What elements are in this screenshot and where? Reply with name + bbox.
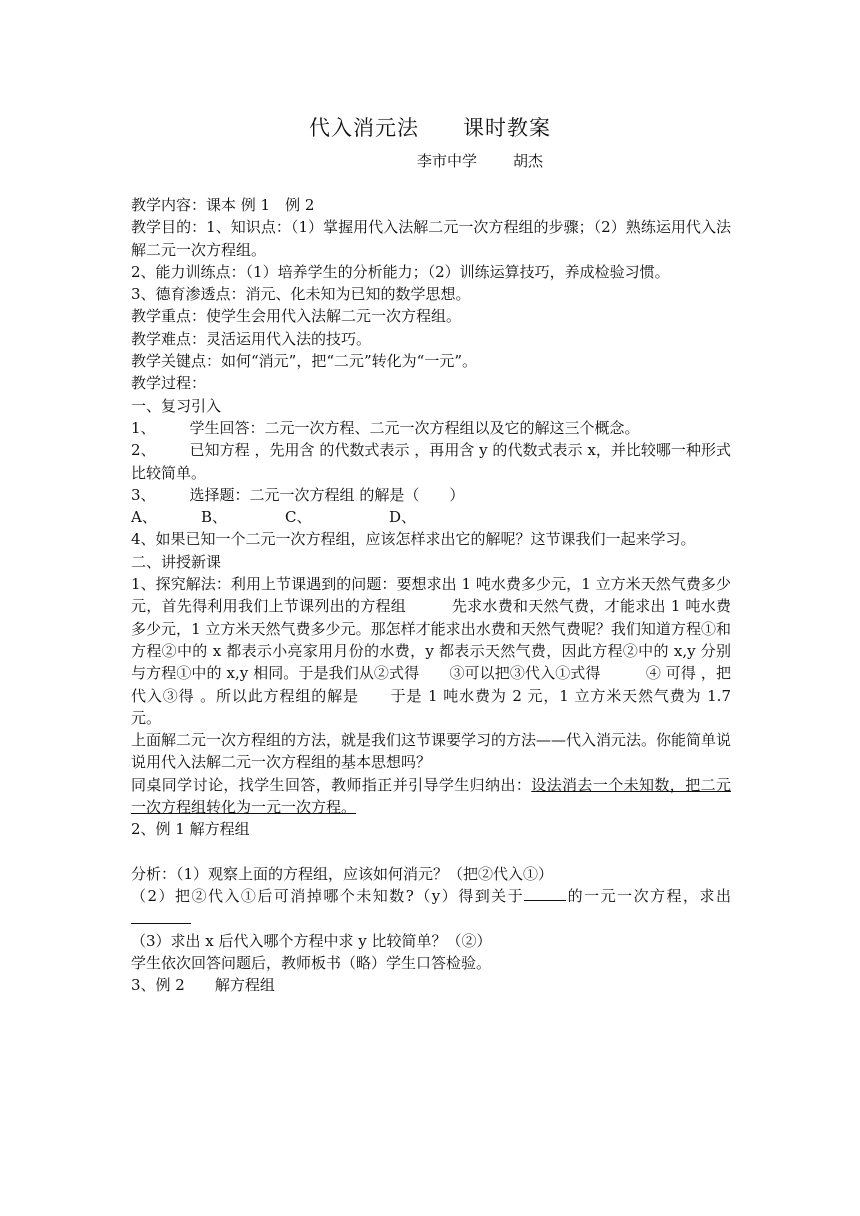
teaching-content: 教学内容：课本 例 1 例 2 (131, 196, 315, 214)
teaching-key: 教学重点：使学生会用代入法解二元一次方程组。 (131, 307, 462, 326)
review-item-2: 2、 已知方程 ，先用含 的代数式表示 ，再用含 y 的代数式表示 x，并比较哪一种形式比较简单。 (131, 441, 732, 482)
section-new-lesson: 二、讲授新课 (131, 552, 222, 571)
option-a: A、 (131, 508, 157, 527)
school-name: 李市中学 (416, 152, 477, 170)
equation-space (131, 841, 731, 863)
analysis-1: 分析：（1）观察上面的方程组，应该如何消元？（把②代入①） (131, 864, 554, 883)
option-b: B、 (201, 508, 228, 527)
analysis-3: （3）求出 x 后代入哪个方程中求 y 比较简单？（②） (131, 931, 492, 950)
choice-options (131, 506, 731, 528)
lesson-body (131, 194, 731, 997)
example-1: 2、例 1 解方程组 (131, 820, 250, 839)
example-2: 3、例 2 解方程组 (131, 976, 275, 995)
method-paragraph: 上面解二元一次方程组的方法，就是我们这节课要学习的方法——代入消元法。你能简单说说用代入法解二元一次方程组的基本思想吗？ (131, 731, 732, 772)
option-d: D、 (389, 508, 417, 527)
teaching-crux: 教学关键点：如何“消元”，把“二元”转化为“一元”。 (131, 352, 478, 371)
answer-blank (131, 909, 191, 924)
moral-point: 3、德育渗透点：消元、化未知为已知的数学思想。 (131, 285, 471, 304)
answer-blank (524, 886, 566, 901)
page-title (0, 112, 860, 142)
title-sub: 课时教案 (463, 116, 551, 140)
review-item-3: 3、 选择题：二元一次方程组 的解是（ ） (131, 485, 465, 504)
title-main: 代入消元法 (309, 116, 419, 140)
summary-paragraph: 同桌同学讨论，找学生回答，教师指正并引导学生归纳出：设法消去一个未知数，把二元一次方程组转化为一元一次方程。 (131, 775, 731, 817)
ability-point: 2、能力训练点：（1）培养学生的分析能力；（2）训练运算技巧，养成检验习惯。 (131, 262, 670, 281)
teaching-goal: 教学目的：1、知识点：（1）掌握用代入法解二元一次方程组的步骤；（2）熟练运用代入法解二元一次方程组。 (131, 218, 731, 259)
explore-paragraph: 1、探究解法：利用上节课遇到的问题：要想求出 1 吨水费多少元，1 立方米天然气费多少元，首先得利用我们上节课列出的方程组 先求水费和天然气费，才能求出 1 吨水费多少元，1 立方米天然气费多少元。那怎样才能求出水费和天然气费呢？我们知道方程①和方程②中的 x 都表示小亮家用月份的水费，y 都表示天然气费，因此方程②中的 x,y 分别与方程①中的 x,y 相同。于是我们从②式得 ③可以把③代入①式得 ④ 可得 ，把 代入③得 。所以此方程组的解是 于是 1 吨水费为 2 元，1 立方米天然气费为 1.7 元。 (131, 575, 731, 727)
section-review: 一、复习引入 (131, 396, 222, 415)
teaching-difficulty: 教学难点：灵活运用代入法的技巧。 (131, 329, 372, 348)
board-note: 学生依次回答问题后，教师板书（略）学生口答检验。 (131, 954, 492, 973)
review-item-1: 1、 学生回答：二元一次方程、二元一次方程组以及它的解这三个概念。 (131, 418, 640, 437)
author-name: 胡杰 (513, 152, 544, 170)
analysis-2: （2）把②代入①后可消掉哪个未知数?（y）得到关于 的一元一次方程，求出 (131, 885, 731, 930)
author-line (0, 150, 860, 171)
teaching-process: 教学过程： (131, 374, 207, 393)
review-item-4: 4、如果已知一个二元一次方程组，应该怎样求出它的解呢？这节课我们一起来学习。 (131, 530, 696, 549)
option-c: C、 (285, 508, 312, 527)
key-idea-underlined: 设法消去一个未知数，把二元一次方程组转化为一元一次方程。 (131, 775, 731, 817)
